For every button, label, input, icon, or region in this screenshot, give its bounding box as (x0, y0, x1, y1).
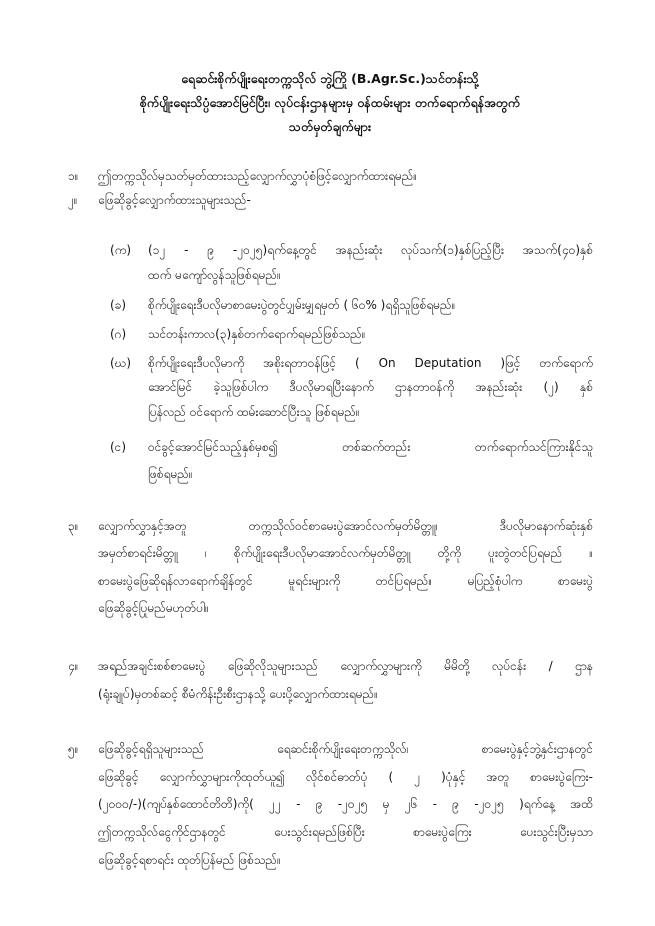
item-1-number: ၁။ (68, 169, 79, 183)
item-2-sub-nga-line-1: ဝင်ခွင့်အောင်မြင်သည့်နှစ်မှစ၍ တစ်ဆက်တည်း တက်ရောက်သင်ကြားနိုင်သူ (148, 440, 593, 454)
item-5-line-5: ဖြေဆိုခွင့်ရစာရင်း ထုတ်ပြန်မည် ဖြစ်သည်။ (98, 853, 281, 867)
item-2-number: ၂။ (68, 193, 78, 207)
item-2-sub-kha-label: (ခ) (110, 298, 127, 312)
item-2-sub-ga-label: (ဂ) (110, 327, 127, 341)
item-2-sub-gha-line-2: အောင်မြင် ခဲ့သူဖြစ်ပါက ဒီပလိုမာရပြီးနောက် ဌာနတာဝန်ကို အနည်းဆုံး (၂) နှစ် (148, 380, 593, 394)
item-4-number: ၄။ (68, 659, 79, 673)
document-title-line-2: စိုက်ပျိုးရေးသိပ္ပံအောင်မြင်ပြီး၊ လုပ်ငန်းဌာနများမှ ဝန်ထမ်းများ တက်ရောက်ရန်အတွက် (139, 95, 521, 110)
item-4-line-2: (ရုံးချုပ်)မှတစ်ဆင့် စီမံကိန်းဦးစီးဌာနသို့ ပေးပို့လျှောက်ထားရမည်။ (98, 687, 378, 701)
item-2-text: ဖြေဆိုခွင့်လျှောက်ထားသူများသည်- (98, 193, 251, 207)
item-3-line-4: ဖြေဆိုခွင့်ပြုမည်မဟုတ်ပါ။ (98, 601, 209, 615)
item-5-number: ၅။ (68, 742, 79, 756)
item-2-sub-kha-line-1: စိုက်ပျိုးရေးဒီပလိုမာစာမေးပွဲတွင်ပျှမ်းမျှရမှတ် ( ၆၀% )ရရှိသူဖြစ်ရမည်။ (148, 298, 456, 312)
item-2-sub-ka-line-1: (၁၂ - ၉ -၂၀၂၅)ရက်နေ့တွင် အနည်းဆုံး လုပ်သက်(၁)နှစ်ပြည့်ပြီး အသက်(၄၀)နှစ် (148, 243, 593, 257)
item-2-sub-ga-line-1: သင်တန်းကာလ(၃)နှစ်တက်ရောက်ရမည်ဖြစ်သည်။ (148, 327, 366, 341)
item-2-sub-ka-label: (က) (110, 243, 132, 257)
item-5-line-4: ဤတက္ကသိုလ်ငွေကိုင်ဌာနတွင် ပေးသွင်းရမည်ဖြစ်ပြီး စာမေးပွဲကြေး ပေးသွင်းပြီးမှသာ (98, 825, 593, 839)
item-3-line-3: စာမေးပွဲဖြေဆိုရန်လာရောက်ချိန်တွင် မူရင်းများကို တင်ပြရမည်။ မပြည့်စုံပါက စာမေးပွဲ (98, 574, 593, 588)
item-2-sub-nga-label: (င) (110, 440, 127, 454)
item-3-number: ၃။ (68, 519, 79, 533)
item-3-line-1: လျှောက်လွှာနှင့်အတူ တက္ကသိုလ်ဝင်စာမေးပွဲအောင်လက်မှတ်မိတ္တူ၊ ဒီပလိုမာနောက်ဆုံးနှစ် (98, 519, 593, 533)
item-5-line-2: ဖြေဆိုခွင့် လျှောက်လွှာများကိုထုတ်ယူ၍ လိုင်စင်ဓာတ်ပုံ ( ၂ )ပုံနှင့် အတူ စာမေးပွဲကြေး- (98, 770, 594, 784)
item-5-line-1: ဖြေဆိုခွင့်ရရှိသူများသည် ရေဆင်းစိုက်ပျိုးရေးတက္ကသိုလ်၊ စာမေးပွဲနှင့်ဘွဲ့နှင်းဌာနတွင် (98, 742, 593, 756)
item-1-text: ဤတက္ကသိုလ်မှသတ်မှတ်ထားသည့်လျှောက်လွှာပုံစံဖြင့်လျှောက်ထားရမည်။ (98, 169, 418, 183)
document-title-line-3: သတ်မှတ်ချက်များ (288, 119, 372, 134)
item-2-sub-nga-line-2: ဖြစ်ရမည်။ (148, 467, 193, 481)
item-2-sub-gha-line-1: စိုက်ပျိုးရေးဒီပလိုမာကို အစိုးရတာဝန်ဖြင့် ( On Deputation )ဖြင့် တက်ရောက် (148, 356, 593, 370)
item-4-line-1: အရည်အချင်းစစ်စာမေးပွဲ ဖြေဆိုလိုသူများသည် လျှောက်လွှာများကို မိမိတို့ လုပ်ငန်း / ဌာန (98, 659, 593, 673)
item-5-line-3: (၂၀၀၀/-)(ကျပ်နှစ်ထောင်တိတိ)ကို( ၂၂ - ၉ -၂၀၂၅ မှ ၂၆ - ၉ -၂၀၂၅ )ရက်နေ့ အထိ (98, 797, 593, 811)
item-2-sub-gha-line-3: ပြန်လည် ဝင်ရောက် ထမ်းဆောင်ပြီးသူ ဖြစ်ရမည်။ (148, 405, 360, 419)
item-3-line-2: အမှတ်စာရင်းမိတ္တူ ၊ စိုက်ပျိုးရေးဒီပလိုမာအောင်လက်မှတ်မိတ္တူ တို့ကို ပူးတွဲတင်ပြရမည် ။ (98, 546, 593, 560)
item-2-sub-gha-label: (ဃ) (110, 356, 132, 370)
document-title-line-1: ရေဆင်းစိုက်ပျိုးရေးတက္ကသိုလ် ဘွဲ့ကြို (B.Agr.Sc.)သင်တန်းသို့ (181, 71, 479, 86)
item-2-sub-ka-line-2: ထက် မကျော်လွန်သူဖြစ်ရမည်။ (148, 268, 281, 282)
